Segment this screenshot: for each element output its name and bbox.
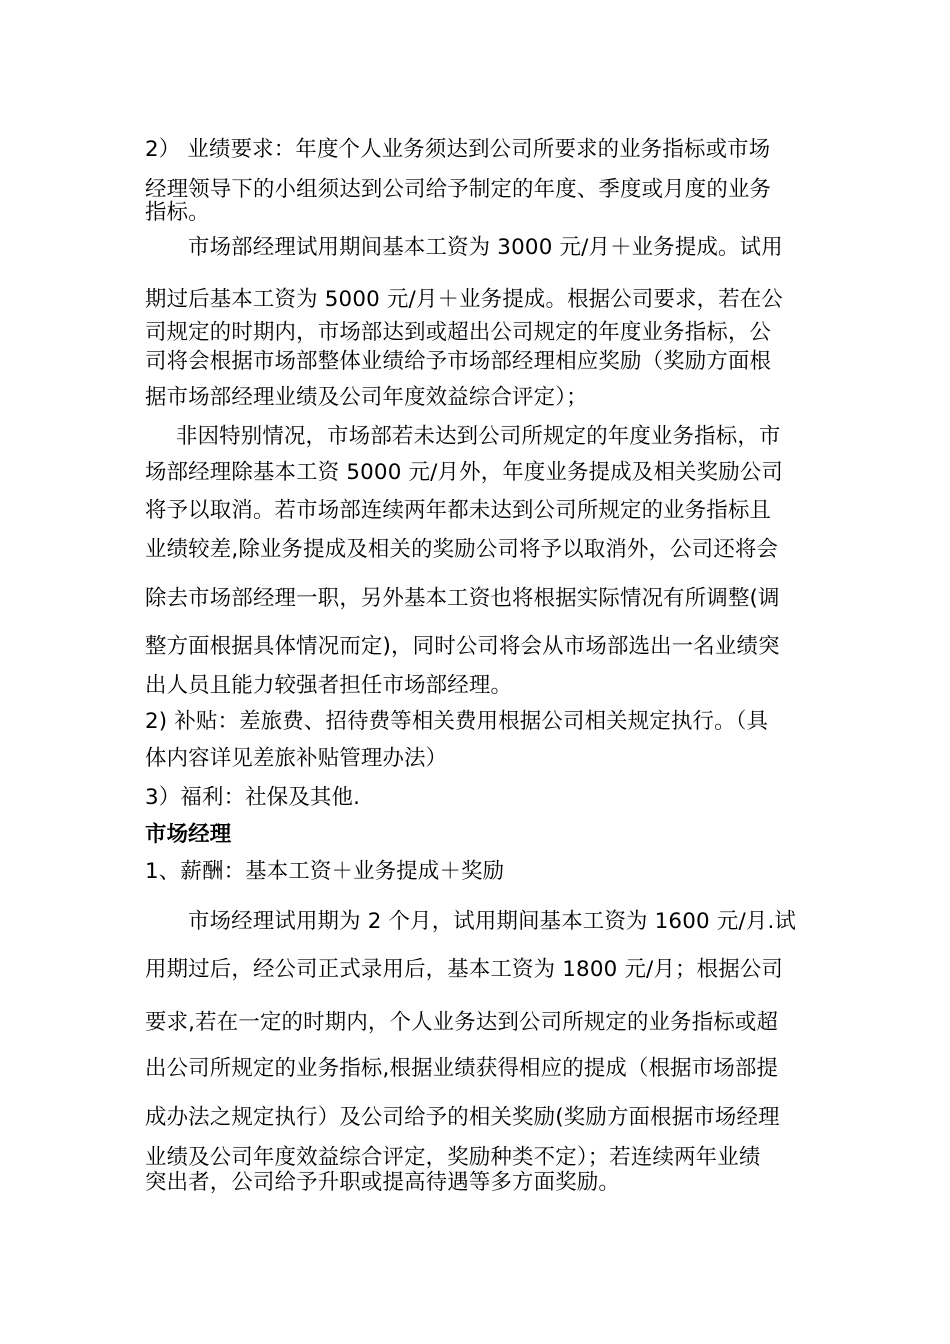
paragraph-line: 成办法之规定执行）及公司给予的相关奖励(奖励方面根据市场经理	[145, 1105, 780, 1130]
paragraph-line: 经理领导下的小组须达到公司给予制定的年度、季度或月度的业务	[145, 177, 772, 202]
paragraph-line: 3）福利：社保及其他.	[145, 785, 361, 810]
paragraph-line: 业绩及公司年度效益综合评定，奖励种类不定）；若连续两年业绩	[145, 1145, 761, 1170]
paragraph-line: 司规定的时期内，市场部达到或超出公司规定的年度业务指标，公	[145, 320, 772, 345]
paragraph-line: 整方面根据具体情况而定)，同时公司将会从市场部选出一名业绩突	[145, 634, 780, 659]
paragraph-line: 市场经理试用期为 2 个月，试用期间基本工资为 1600 元/月.试	[188, 909, 797, 934]
section-heading: 市场经理	[145, 822, 232, 847]
paragraph-line: 场部经理除基本工资 5000 元/月外，年度业务提成及相关奖励公司	[145, 460, 784, 485]
paragraph-line: 市场部经理试用期间基本工资为 3000 元/月＋业务提成。试用	[188, 235, 783, 260]
paragraph-line: 据市场部经理业绩及公司年度效益综合评定）；	[145, 385, 588, 410]
paragraph-line: 要求,若在一定的时期内，个人业务达到公司所规定的业务指标或超	[145, 1010, 779, 1035]
paragraph-line: 2） 业绩要求：年度个人业务须达到公司所要求的业务指标或市场	[145, 137, 771, 162]
paragraph-line: 1、薪酬：基本工资＋业务提成＋奖励	[145, 859, 505, 884]
paragraph-line: 体内容详见差旅补贴管理办法）	[145, 746, 448, 771]
paragraph-line: 期过后基本工资为 5000 元/月＋业务提成。根据公司要求，若在公	[145, 287, 784, 312]
paragraph-line: 将予以取消。若市场部连续两年都未达到公司所规定的业务指标且	[145, 498, 772, 523]
paragraph-line: 业绩较差,除业务提成及相关的奖励公司将予以取消外，公司还将会	[145, 537, 779, 562]
paragraph-line: 出公司所规定的业务指标,根据业绩获得相应的提成（根据市场部提	[145, 1056, 779, 1081]
paragraph-line: 非因特别情况，市场部若未达到公司所规定的年度业务指标，市	[176, 424, 781, 449]
paragraph-line: 指标。	[145, 200, 210, 225]
paragraph-line: 2) 补贴：差旅费、招待费等相关费用根据公司相关规定执行。（具	[145, 709, 769, 734]
paragraph-line: 用期过后，经公司正式录用后，基本工资为 1800 元/月；根据公司	[145, 957, 784, 982]
paragraph-line: 除去市场部经理一职，另外基本工资也将根据实际情况有所调整(调	[145, 586, 780, 611]
paragraph-line: 突出者，公司给予升职或提高待遇等多方面奖励。	[145, 1170, 620, 1195]
paragraph-line: 司将会根据市场部整体业绩给予市场部经理相应奖励（奖励方面根	[145, 349, 772, 374]
paragraph-line: 出人员且能力较强者担任市场部经理。	[145, 673, 513, 698]
